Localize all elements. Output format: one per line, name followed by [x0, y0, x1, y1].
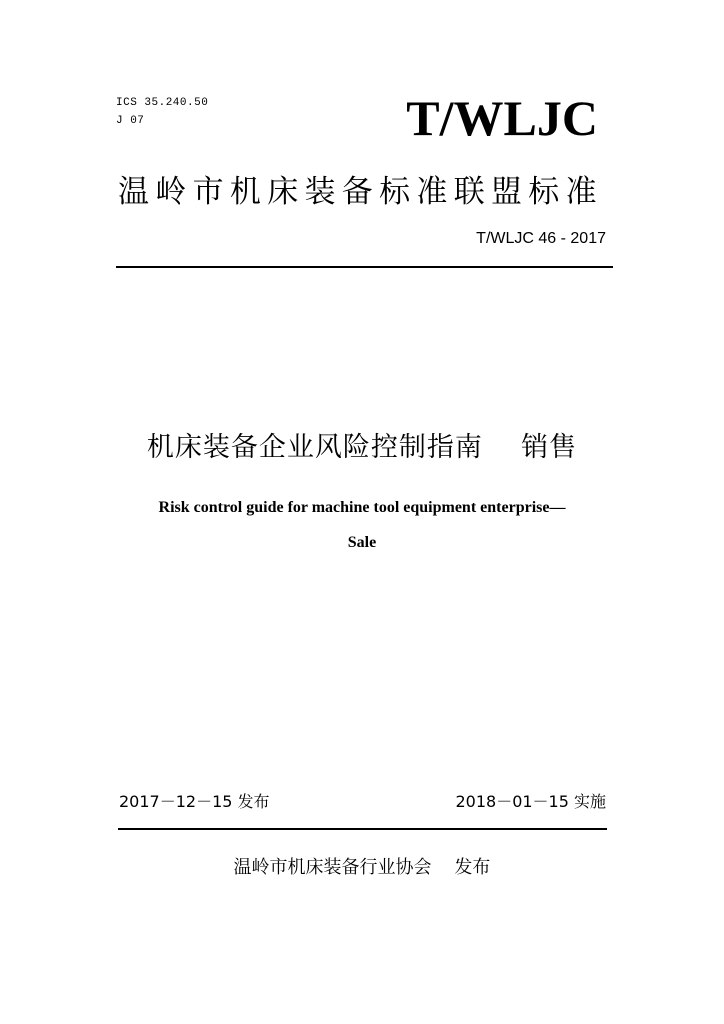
classification-code: J 07	[116, 115, 145, 127]
document-title-english: Risk control guide for machine tool equipment enterprise—	[158, 499, 566, 516]
document-title-english-line2: Sale	[347, 534, 377, 551]
publisher: 温岭市机床装备行业协会 发布	[233, 857, 491, 878]
top-divider	[116, 266, 613, 268]
organization-title: 温岭市机床装备标准联盟标准	[118, 174, 603, 210]
standard-number: T/WLJC 46 - 2017	[476, 230, 606, 247]
standard-logo: T/WLJC	[406, 90, 598, 146]
implementation-date: 2018－01－15 实施	[455, 792, 606, 811]
ics-code: ICS 35.240.50	[116, 97, 209, 109]
document-title-chinese: 机床装备企业风险控制指南 销售	[146, 432, 578, 463]
publish-date: 2017－12－15 发布	[119, 792, 270, 811]
bottom-divider	[118, 828, 607, 830]
